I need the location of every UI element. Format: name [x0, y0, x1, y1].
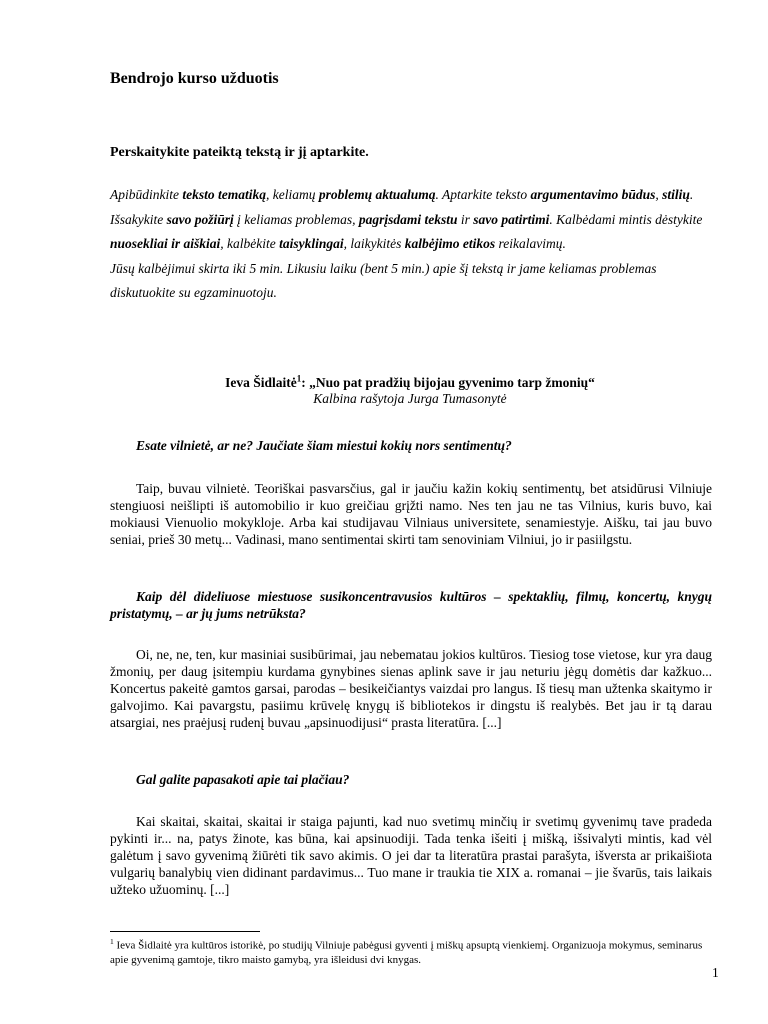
interview-answer: Oi, ne, ne, ten, kur masiniai susibūrimai, jau nebematau jokios kultūros. Tiesiog tose vietose, kur yra daug žmonių, per daug įsitempiu kurdama gynybines sienas aplink save ir jau neturiu jėgų domėtis dar kažkuo... Koncertus pakeitė gamtos garsai, parodas – besikeičiantys vaizdai pro langus. Iš tiesų man užtenka skaitymo ir galvojimo. Kai pavargstu, pasiimu krūvelę knygų iš bibliotekos ir dingstu iš realybės. Bet jau ir tą darau atsargiai, nes praėjusį rudenį buvau „apsinuodijusi“ prasta literatūra. [...] [110, 647, 712, 730]
instr-emphasis: stilių [662, 187, 690, 202]
instr-text: . Kalbėdami mintis dėstykite [549, 211, 703, 227]
instr-emphasis: taisyklingai [279, 236, 344, 251]
instr-emphasis: savo požiūrį [166, 211, 234, 227]
article-title [225, 375, 595, 390]
interview-question: Kaip dėl dideliuose miestuose susikoncentravusios kultūros – spektaklių, filmų, koncertų, knygų pristatymų, – ar jų jums netrūksta? [110, 589, 712, 621]
instr-emphasis: argumentavimo būdus [530, 187, 656, 202]
instr-text: . Išsakykite [110, 187, 694, 227]
time-note: Jūsų kalbėjimui skirta iki 5 min. Likusiu laiku (bent 5 min.) apie šį tekstą ir jame keliamas problemas diskutuokite su egzaminuotoju. [110, 260, 657, 300]
instr-text: Apibūdinkite [110, 187, 183, 202]
instr-emphasis: problemų aktualumą [318, 187, 436, 202]
task-heading: Perskaitykite pateiktą tekstą ir jį aptarkite. [110, 145, 369, 160]
footnote [110, 935, 712, 968]
interview-answer: Kai skaitai, skaitai, skaitai ir staiga pajunti, kad nuo svetimų minčių ir svetimų gyvenimų tave pradeda pykinti ir... na, patys žinote, kas būna, kai apsinuodiji. Tada tenka išeiti į mišką, išsivalyti mintis, kad vėl galėtum į savo gyvenimą žiūrėti tik savo akimis. O jei dar ta literatūra prastai parašyta, išversta ar prikaišiota vulgarių banalybių vien didinant pardavimus... Tuo mane ir traukia tie XIX a. romanai – jie švarūs, tais laikais užteko užuominų. [...] [110, 814, 712, 897]
interview-question: Gal galite papasakoti apie tai plačiau? [136, 772, 350, 787]
instr-text: reikalavimų. [495, 236, 566, 251]
footnote-mark: 1 [110, 937, 114, 946]
instr-text: , keliamų [265, 187, 319, 202]
instr-text: , kalbėkite [220, 236, 280, 251]
instr-emphasis: nuosekliai ir aiškiai [110, 236, 221, 251]
interview-question: Esate vilnietė, ar ne? Jaučiate šiam miestui kokių nors sentimentų? [136, 438, 512, 453]
instr-text: ir [457, 211, 474, 227]
instr-text: , [655, 187, 663, 202]
instr-emphasis: teksto tematiką [182, 187, 266, 202]
instr-emphasis: pagrįsdami tekstu [358, 211, 458, 227]
instr-text: . Aptarkite teksto [435, 187, 531, 202]
instr-emphasis: savo patirtimi [473, 211, 550, 227]
interview-answer: Taip, buvau vilnietė. Teoriškai pasvarsčius, gal ir jaučiu kažin kokių sentimentų, bet atsidūrusi Vilniuje stengiuosi neišlipti iš automobilio ir kuo greičiau grįžti namo. Nes ten jau ne tas Vilnius, kuris buvo, kai mokiausi Vienuolio mokykloje. Arba kai studijavau Vilniaus universitete, senamiestyje. Aišku, tai jau buvo seniai, prieš 30 metų... Vadinasi, mano sentimentai skirti tam senoviniam Vilniui, jo ir pasiilgstu. [110, 481, 712, 547]
instr-emphasis: kalbėjimo etikos [404, 236, 496, 251]
page-number: 1 [712, 965, 719, 980]
instr-text: į keliamas problemas, [233, 211, 359, 227]
document-title: Bendrojo kurso užduotis [110, 70, 279, 87]
footnote-text: Ieva Šidlaitė yra kultūros istorikė, po studijų Vilniuje pabėgusi gyventi į miškų apsuptą vienkiemį. Organizuoja mokymus, seminarus apie gyvenimą gamtoje, tikro maisto gamybą, yra išleidusi dvi knygas. [110, 939, 703, 967]
footnote-reference[interactable]: 1 [296, 373, 302, 383]
instr-text: , laikykitės [343, 236, 405, 251]
task-instructions [110, 183, 710, 306]
footnote-separator [110, 931, 260, 932]
article-title-text: : „Nuo pat pradžių bijojau gyvenimo tarp žmonių“ [301, 374, 595, 390]
article-author: Ieva Šidlaitė [225, 374, 297, 390]
article-header [110, 370, 710, 407]
article-interviewer: Kalbina rašytoja Jurga Tumasonytė [313, 390, 507, 406]
